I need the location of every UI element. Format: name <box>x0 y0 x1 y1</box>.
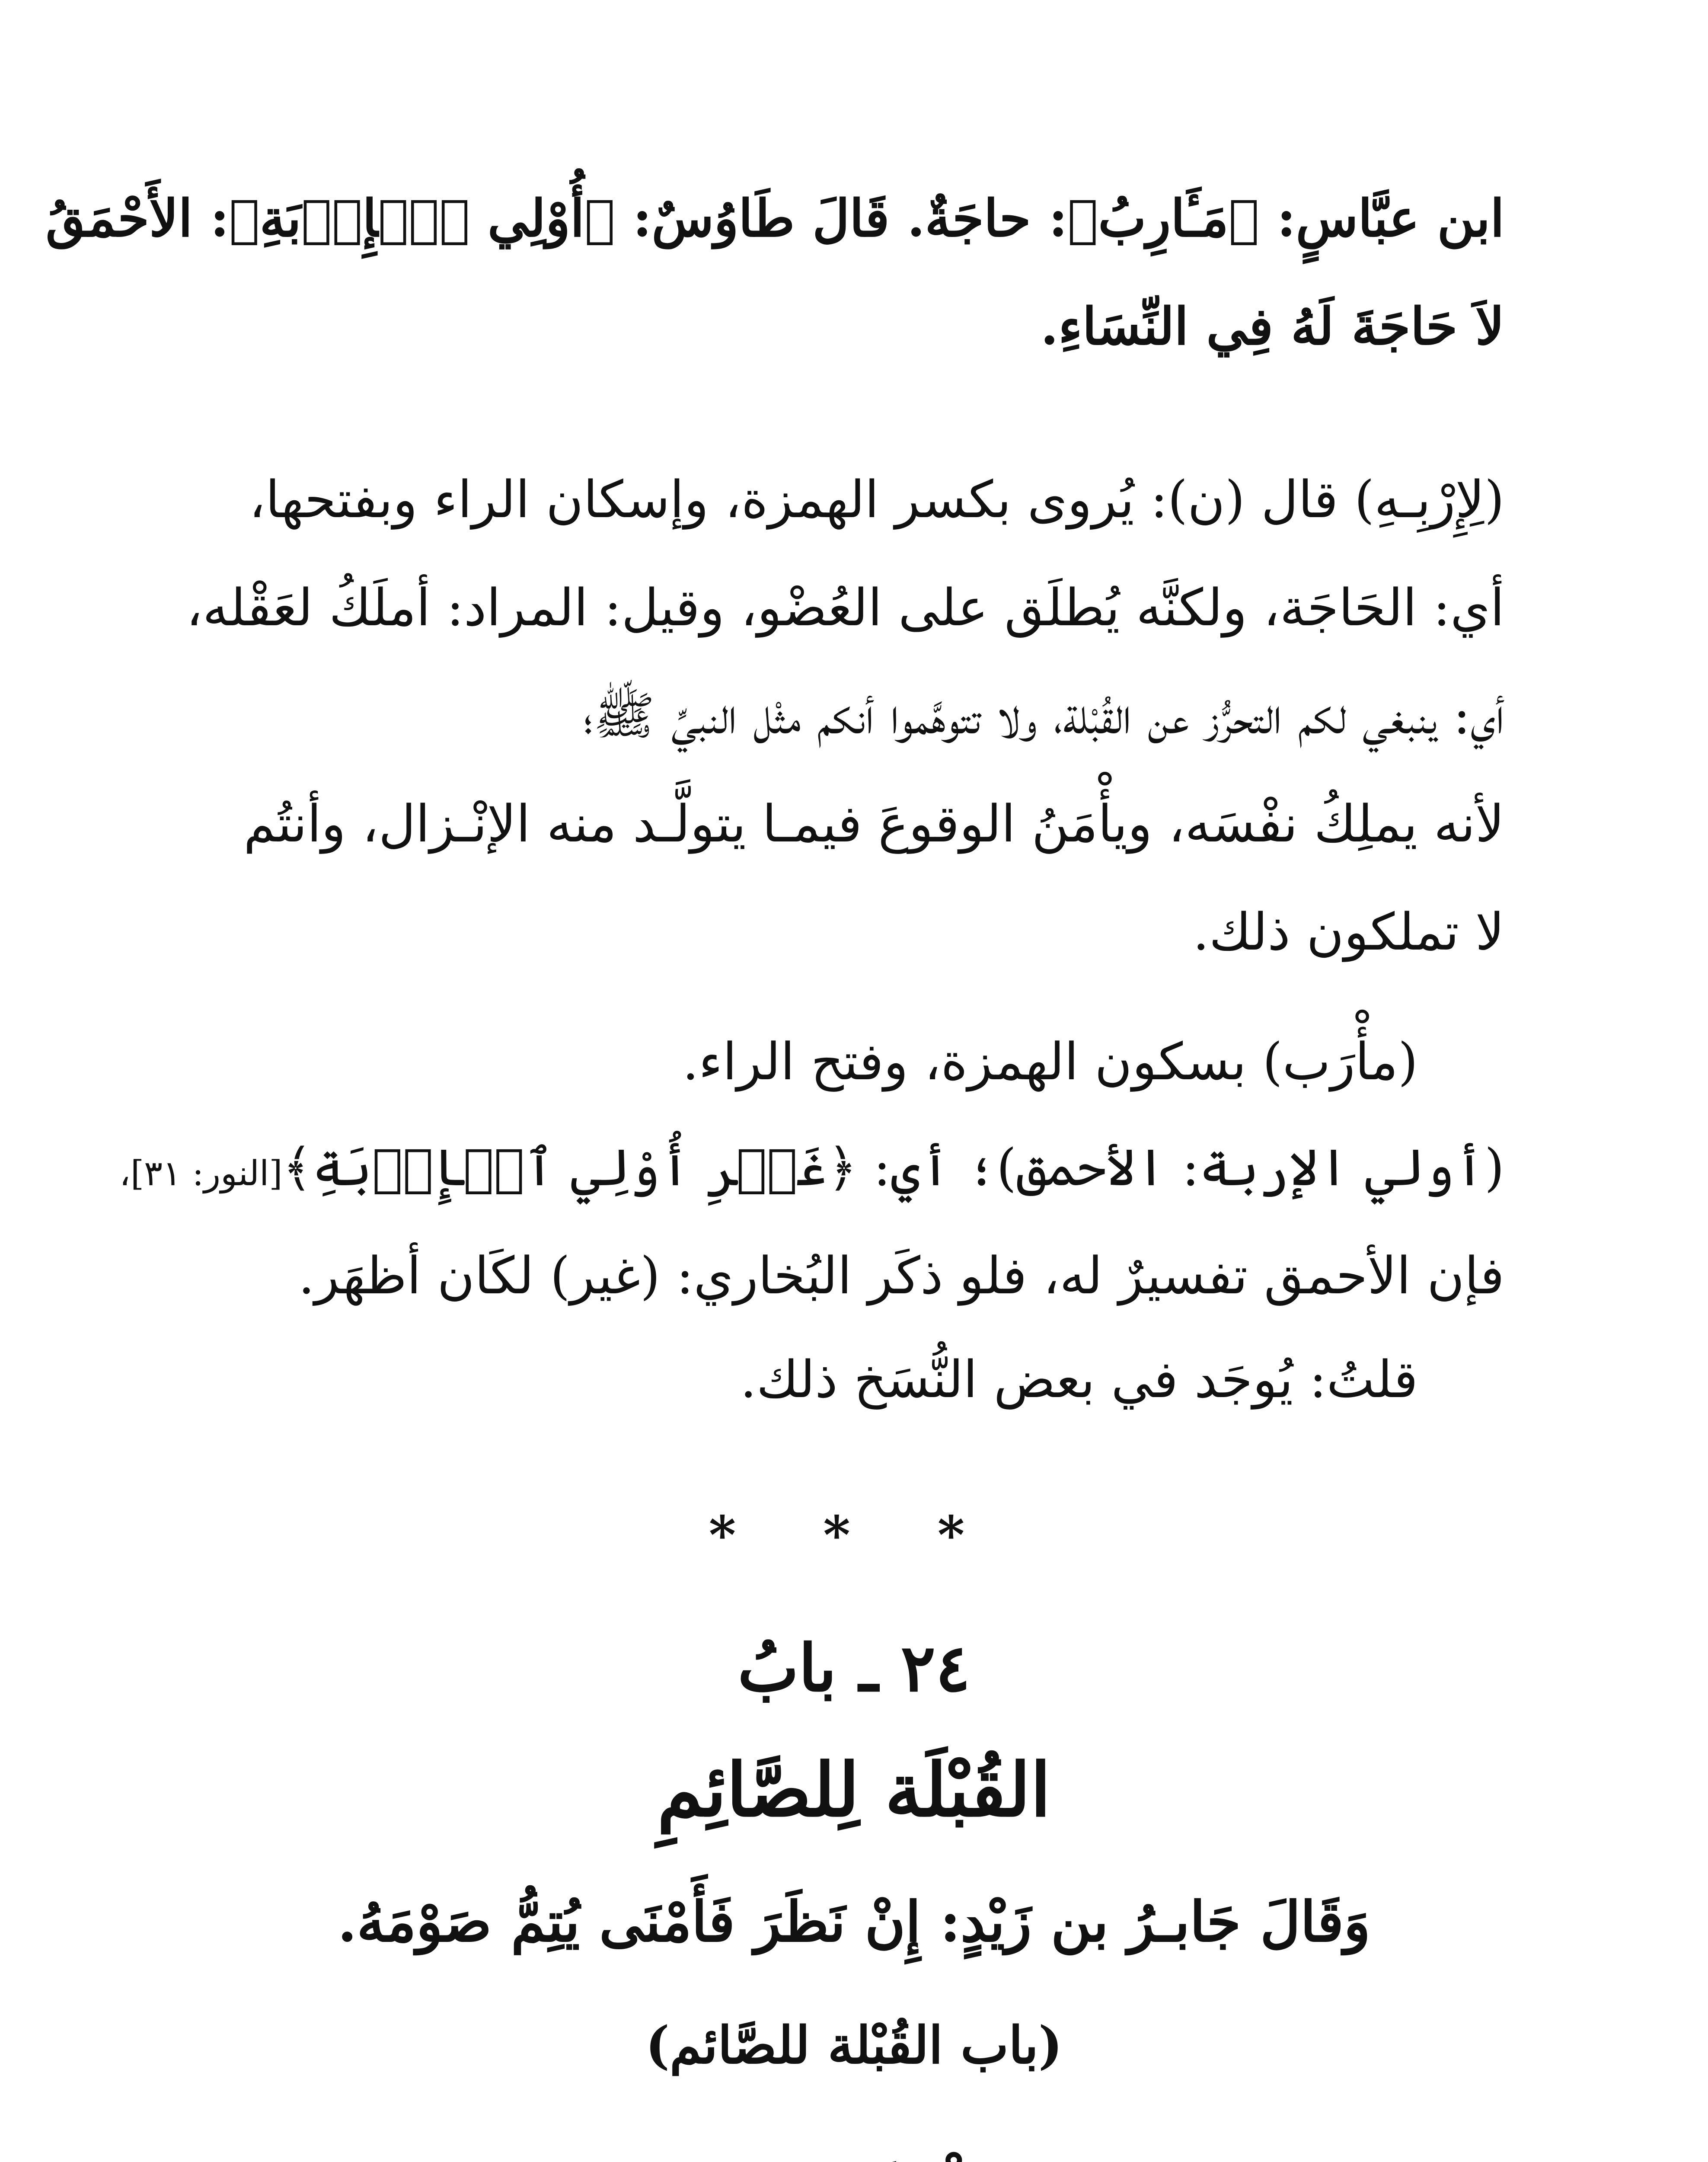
commentary-line: قلتُ: يُوجَد في بعض النُّسَخ ذلك. <box>740 1350 1418 1409</box>
commentary-paragraph <box>186 445 1504 986</box>
commentary-line <box>119 1113 1504 1222</box>
commentary-paragraph <box>203 1007 1504 1116</box>
commentary-line: (لِإِرْبِـهِ) قال (ن): يُروى بكسر الهمزة، وإسكان الراء وبفتحها، <box>249 470 1504 529</box>
matn-line: ابن عبَّاسٍ: ﴿مَـَٔارِبُ﴾: حاجَةٌ. قَالَ طَاوُسٌ: ﴿أُوْلِي ٱلۡإِرۡبَةِ﴾: الأَحْمَقُ <box>45 188 1504 248</box>
chapter-title: القُبْلَة لِلصَّائِمِ <box>657 1747 1051 1833</box>
commentary-line: أي: الحَاجَة، ولكنَّه يُطلَق على العُضْو، وقيل: المراد: أملَكُ لعَقْله، <box>186 578 1504 637</box>
commentary-line: أي: ينبغي لكم التحرُّز عن القُبْلة، ولا تتوهَّموا أنكم مثْل النبيِّ ﷺ؛ <box>583 686 1504 745</box>
commentary-paragraph <box>119 1113 1504 1330</box>
commentary-line: فإن الأحمق تفسيرٌ له، فلو ذكَر البُخاري: (غير) لكَان أظهَر. <box>298 1246 1504 1305</box>
athar-text: وَقَالَ جَابـرُ بن زَيْدٍ: إِنْ نَظَرَ فَأَمْنَى يُتِمُّ صَوْمَهُ. <box>337 1890 1371 1954</box>
quran-reference: [النور: ٣١]، <box>119 1153 283 1193</box>
matn-text <box>45 164 1504 381</box>
commentary-line: لا تملكون ذلك. <box>1193 902 1504 962</box>
commentary-line: لأنه يملِكُ نفْسَه، ويأْمَنُ الوقوعَ فيمـا يتولَّـد منه الإنْـزال، وأنتُم <box>243 794 1504 854</box>
commentary-paragraph <box>203 1325 1504 1433</box>
commentary-line: (مأْرَب) بسكون الهمزة، وفتح الراء. <box>682 1032 1418 1091</box>
section-separator: * * * <box>709 1505 999 1566</box>
commentary-subheading: (باب القُبْلة للصَّائم) <box>645 2015 1063 2075</box>
commentary-text: (أولي الإربة: الأحمق)؛ أي: ﴿غَيۡرِ أُوْلِي ٱلۡإِرۡبَةِ﴾ <box>282 1138 1504 1197</box>
chapter-number: ٢٤ ـ بابُ <box>737 1630 971 1706</box>
matn-line: لاَ حَاجَةَ لَهُ فِي النِّسَاءِ. <box>1041 296 1504 356</box>
